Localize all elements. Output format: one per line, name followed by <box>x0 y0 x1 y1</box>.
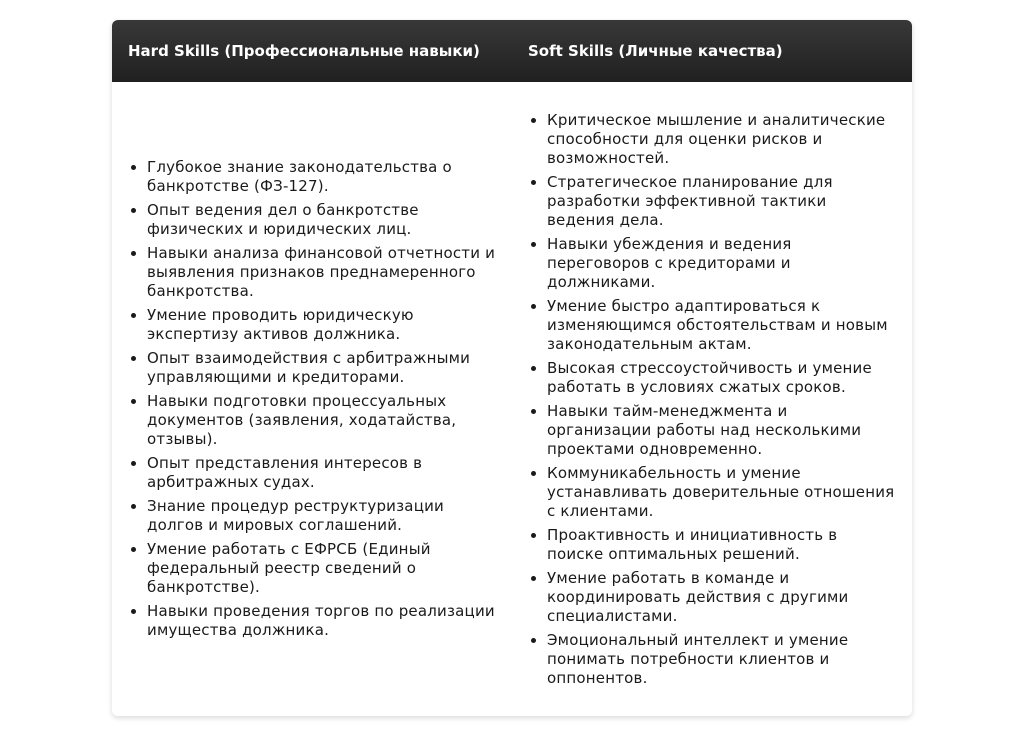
list-item: • Коммуникабельность и умение устанавливать доверительные отношения с клиентами. <box>547 464 896 521</box>
list-item: • Опыт взаимодействия с арбитражными управляющими и кредиторами. <box>147 349 496 387</box>
list-item: • Проактивность и инициативность в поиске оптимальных решений. <box>547 526 896 564</box>
list-item: • Навыки анализа финансовой отчетности и выявления признаков преднамеренного банкротства. <box>147 244 496 301</box>
skills-table <box>112 20 912 716</box>
list-item: • Высокая стрессоустойчивость и умение работать в условиях сжатых сроков. <box>547 359 896 397</box>
hard-skills-header: Hard Skills (Профессиональные навыки) <box>128 41 480 60</box>
soft-skills-cell <box>512 82 912 716</box>
table-header <box>112 20 912 82</box>
hard-skills-cell <box>112 82 512 716</box>
list-item: • Навыки убеждения и ведения переговоров с кредиторами и должниками. <box>547 235 896 292</box>
list-item: • Опыт ведения дел о банкротстве физических и юридических лиц. <box>147 201 496 239</box>
list-item: • Умение проводить юридическую экспертизу активов должника. <box>147 306 496 344</box>
list-item: • Глубокое знание законодательства о банкротстве (ФЗ-127). <box>147 158 496 196</box>
list-item: • Умение работать в команде и координировать действия с другими специалистами. <box>547 569 896 626</box>
list-item: • Умение быстро адаптироваться к изменяющимся обстоятельствам и новым законодательным актам. <box>547 297 896 354</box>
list-item: • Знание процедур реструктуризации долгов и мировых соглашений. <box>147 497 496 535</box>
list-item: • Навыки подготовки процессуальных документов (заявления, ходатайства, отзывы). <box>147 392 496 449</box>
table-row <box>112 82 912 716</box>
list-item: • Стратегическое планирование для разработки эффективной тактики ведения дела. <box>547 173 896 230</box>
soft-skills-list <box>512 111 912 688</box>
list-item: • Навыки проведения торгов по реализации имущества должника. <box>147 602 496 640</box>
list-item: • Навыки тайм-менеджмента и организации работы над несколькими проектами одновременно. <box>547 402 896 459</box>
list-item: • Эмоциональный интеллект и умение понимать потребности клиентов и оппонентов. <box>547 631 896 688</box>
hard-skills-list <box>112 158 512 640</box>
soft-skills-header: Soft Skills (Личные качества) <box>528 41 783 60</box>
list-item: • Опыт представления интересов в арбитражных судах. <box>147 454 496 492</box>
list-item: • Критическое мышление и аналитические способности для оценки рисков и возможностей. <box>547 111 896 168</box>
list-item: • Умение работать с ЕФРСБ (Единый федеральный реестр сведений о банкротстве). <box>147 540 496 597</box>
